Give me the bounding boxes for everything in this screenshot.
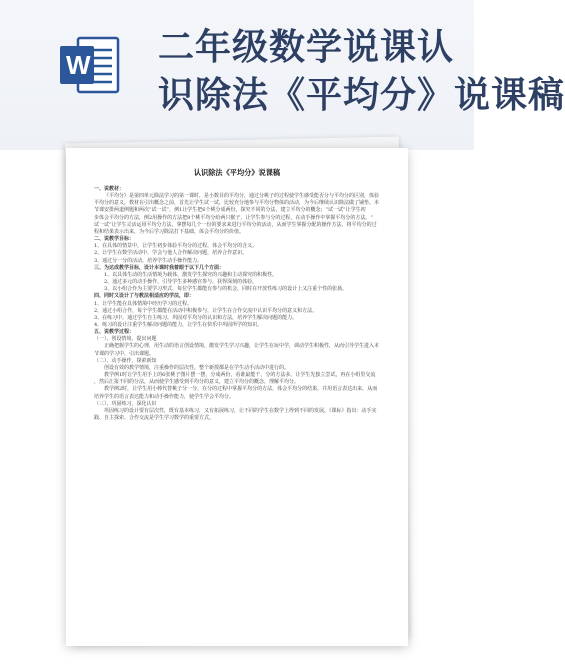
document-line: （一）、创设情境，提出问题: [94, 336, 157, 343]
headline-line-2: 识除法《平均分》说课稿: [158, 75, 565, 116]
document-line: 践、自主探索、合作交流是学生学习数学的重要方式。: [94, 415, 215, 421]
document-paragraph: [94, 315, 380, 322]
document-line: 一、说教材：: [94, 186, 125, 192]
document-line: 4、练习的设计注重学生解决问题的能力，让学生在快乐中巩固所学的知识。: [94, 321, 263, 328]
document-line: 四、同时又设计了与教法相适应的学法，即：: [94, 293, 195, 300]
document-line: 三、为达成教学目标，设计本课时我着眼于以下几个方面：: [94, 264, 225, 271]
document-line: ，然后汇报不同的分法，从而使学生感受到平均分的意义，建立平均分的概念，理解平均分。: [94, 379, 300, 386]
document-line: 教学例2时，让学生用小棒代替桃子分一分，在分的过程中掌握平均分的方法，体会平均分的结果，并用语言表达出来，从而: [104, 386, 378, 393]
document-line: 程和结果表示出来，为今后学习除法打下基础，体会平均分的价值。: [94, 228, 245, 235]
word-document-icon: [58, 34, 122, 96]
document-paragraph: [94, 372, 380, 386]
document-line: 2、通过多元的动手操作，引导学生多种感官参与，获得深刻的体验。: [104, 279, 258, 286]
document-paragraph: [94, 408, 380, 422]
headline-line-1: 二年级数学说课认: [158, 27, 455, 68]
document-line: 正确把握学生的心理，用生动的语言创设情境，激发学生学习兴趣，让学生在玩中学，调动学生积极性，从而引导学生进入本: [104, 343, 380, 350]
document-line: 1、让学生能在具体情境中经历学习的过程。: [94, 300, 193, 307]
document-line: 五、说教学过程：: [94, 329, 135, 336]
document-line: 二、说教学目标：: [94, 236, 135, 243]
document-paragraph: [94, 301, 380, 308]
document-paragraph: [94, 343, 380, 357]
document-paragraph: [94, 265, 380, 272]
document-line: （二）、动手操作，探索新知: [94, 357, 157, 364]
document-paragraph: [94, 250, 380, 257]
document-paragraph: [94, 258, 380, 265]
document-paragraph: [94, 358, 380, 365]
document-page: [66, 148, 408, 646]
document-paragraph: [94, 365, 380, 372]
document-line: 《平均分》是第四单元除法学习的第一课时，是小数目的平均分，通过分桃子的过程使学生感受能否分与平均分的区别，体验: [104, 193, 380, 200]
document-line: 2、通过小组合作，每个学生都能在活动中积极参与，让学生在合作交流中认识平均分的意义和方法。: [94, 307, 318, 314]
document-line: 1、在具体的情景中，让学生初步体验平均分的过程，体会平均分的含义。: [94, 243, 258, 250]
word-icon-letter: W: [66, 50, 91, 80]
document-line: 2、让学生在数学活动中，学会与他人合作解决问题，培养合作意识。: [94, 250, 248, 257]
document-line: 节课安排两道例题和两次“试一试”，例1让学生把6个桃分成两份，探究不同的分法，建立平均分的概念；“试一试”让学生初: [94, 207, 366, 214]
document-line: 3、以小组合作为主要学习形式，每位学生都能有参与的机会，同时在开放性练习的设计上又注重个性的张扬。: [104, 286, 348, 293]
document-line: 节课的学习中，引出课题。: [94, 350, 155, 357]
document-line: 1、以具体生动的生活情境为载体，激发学生探究的兴趣和主动探究的积极性。: [104, 271, 278, 278]
document-line: 培养学生的语言表达能力和动手操作能力，使学生学会平均分。: [94, 393, 235, 400]
page-headline: [158, 24, 565, 120]
document-line: 试一试”让学生灵活运用平均分方法，拿摆每几个一份的要求来进行平均分的活动，从而学生掌握分配的操作方法，将平均分的过: [94, 221, 377, 228]
document-line: 平均分的意义，教材在引出概念之前，首先让学生试一试，比较充分地参与平均分物体的活动，为今后继续认识除法做了铺垫。本: [94, 200, 380, 207]
document-body: [94, 186, 380, 422]
document-line: 教学例1时让学生用手上的6张桃子图片摆一摆，分成两份，看谁最能干，分的方法多。让学生先独立尝试，再在小组里交流: [104, 372, 376, 379]
document-line: 步体会平均分的方法，例2用操作的方法把8个桃平均分给两只猴子，让学生参与分的过程，在动手操作中掌握平均分的方法。“: [94, 214, 373, 221]
document-line: 3、在练习中，通过学生自主练习，巩固对平均分的认识和方法，培养学生解决问题的能力。: [94, 314, 298, 321]
document-paragraph: [94, 322, 380, 329]
document-paragraph: [94, 401, 380, 408]
document-paragraph: [94, 272, 380, 279]
document-line: 3、通过分一分的活动，培养学生动手操作能力。: [94, 257, 203, 264]
document-paragraph: [94, 193, 380, 236]
document-line: 巩固练习的设计要有层次性，既有基本练习，又有拓展练习，让不同的学生在数学上得到不同的发展。《课标》指出：动手实: [104, 407, 377, 414]
document-line: （三）、巩固练习，深化认识: [94, 400, 157, 407]
document-paragraph: [94, 293, 380, 300]
document-line: 创设有效的教学情境，注重操作的层次性，整个新授都是在学生动手活动中进行的。: [104, 364, 290, 371]
document-paragraph: [94, 386, 380, 400]
document-title: 认识除法《平均分》说课稿: [193, 168, 281, 177]
document-paragraph: [94, 308, 380, 315]
